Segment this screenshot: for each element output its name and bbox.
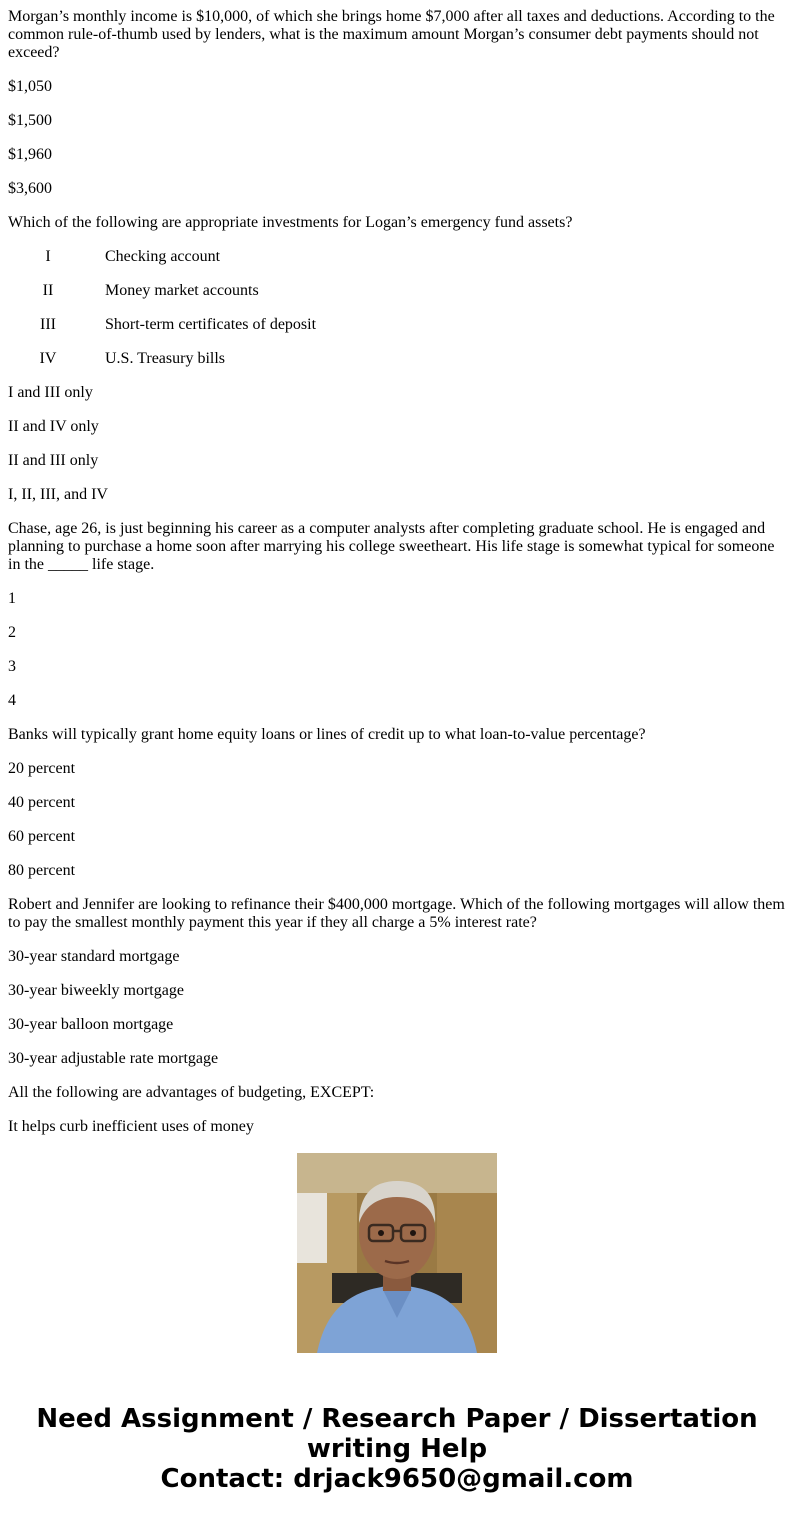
answer-option: 30-year balloon mortgage xyxy=(8,1016,174,1033)
roman-numeral: IV xyxy=(39,350,57,367)
answer-option: 30-year biweekly mortgage xyxy=(8,982,184,999)
roman-item-text: Short-term certificates of deposit xyxy=(105,316,317,333)
promo-line: writing Help xyxy=(306,1434,488,1464)
promo-banner xyxy=(0,1404,794,1494)
roman-list-item xyxy=(8,350,786,368)
roman-numeral: II xyxy=(42,282,54,299)
answer-option: 40 percent xyxy=(8,794,76,811)
answer-option: 2 xyxy=(8,624,16,641)
person-portrait-icon xyxy=(297,1153,497,1353)
answer-option: I, II, III, and IV xyxy=(8,486,108,503)
roman-item-text: Checking account xyxy=(105,248,221,265)
promo-line: Need Assignment / Research Paper / Dissertation xyxy=(36,1404,758,1434)
answer-option: $1,500 xyxy=(8,112,52,129)
answer-option: 30-year adjustable rate mortgage xyxy=(8,1050,219,1067)
question-content xyxy=(8,8,786,1135)
answer-option: 1 xyxy=(8,590,16,607)
answer-option: 60 percent xyxy=(8,828,76,845)
answer-option: 4 xyxy=(8,692,16,709)
roman-item-text: Money market accounts xyxy=(105,282,259,299)
roman-list-item xyxy=(8,316,786,334)
question-text: Which of the following are appropriate investments for Logan’s emergency fund assets? xyxy=(8,214,573,231)
answer-option: II and III only xyxy=(8,452,99,469)
promo-contact: Contact: drjack9650@gmail.com xyxy=(160,1464,634,1494)
answer-option: $1,960 xyxy=(8,146,52,163)
roman-numeral: I xyxy=(45,248,51,265)
roman-numeral: III xyxy=(40,316,56,333)
answer-option: It helps curb inefficient uses of money xyxy=(8,1118,254,1135)
roman-list-item xyxy=(8,282,786,300)
question-text: Banks will typically grant home equity loans or lines of credit up to what loan-to-value percentage? xyxy=(8,726,646,743)
roman-item-text: U.S. Treasury bills xyxy=(105,350,226,367)
answer-option: II and IV only xyxy=(8,418,99,435)
answer-option: 30-year standard mortgage xyxy=(8,948,180,965)
question-text: Morgan’s monthly income is $10,000, of which she brings home $7,000 after all taxes and deductions. According to the common rule-of-thumb used by lenders, what is the maximum amount Morgan’s consumer debt payments should not exceed? xyxy=(8,8,775,61)
answer-option: $3,600 xyxy=(8,180,52,197)
answer-option: 3 xyxy=(8,658,16,675)
question-text: All the following are advantages of budgeting, EXCEPT: xyxy=(8,1084,375,1101)
question-text: Robert and Jennifer are looking to refinance their $400,000 mortgage. Which of the following mortgages will allow them to pay the smallest monthly payment this year if they all charge a 5% interest rate? xyxy=(8,896,785,931)
answer-option: 20 percent xyxy=(8,760,76,777)
question-text: Chase, age 26, is just beginning his career as a computer analysts after completing graduate school. He is engaged and planning to purchase a home soon after marrying his college sweetheart. His life stage is somewhat typical for someone in the _____ life stage. xyxy=(8,520,775,573)
answer-option: 80 percent xyxy=(8,862,76,879)
answer-option: $1,050 xyxy=(8,78,52,95)
roman-list-item xyxy=(8,248,786,266)
answer-option: I and III only xyxy=(8,384,93,401)
